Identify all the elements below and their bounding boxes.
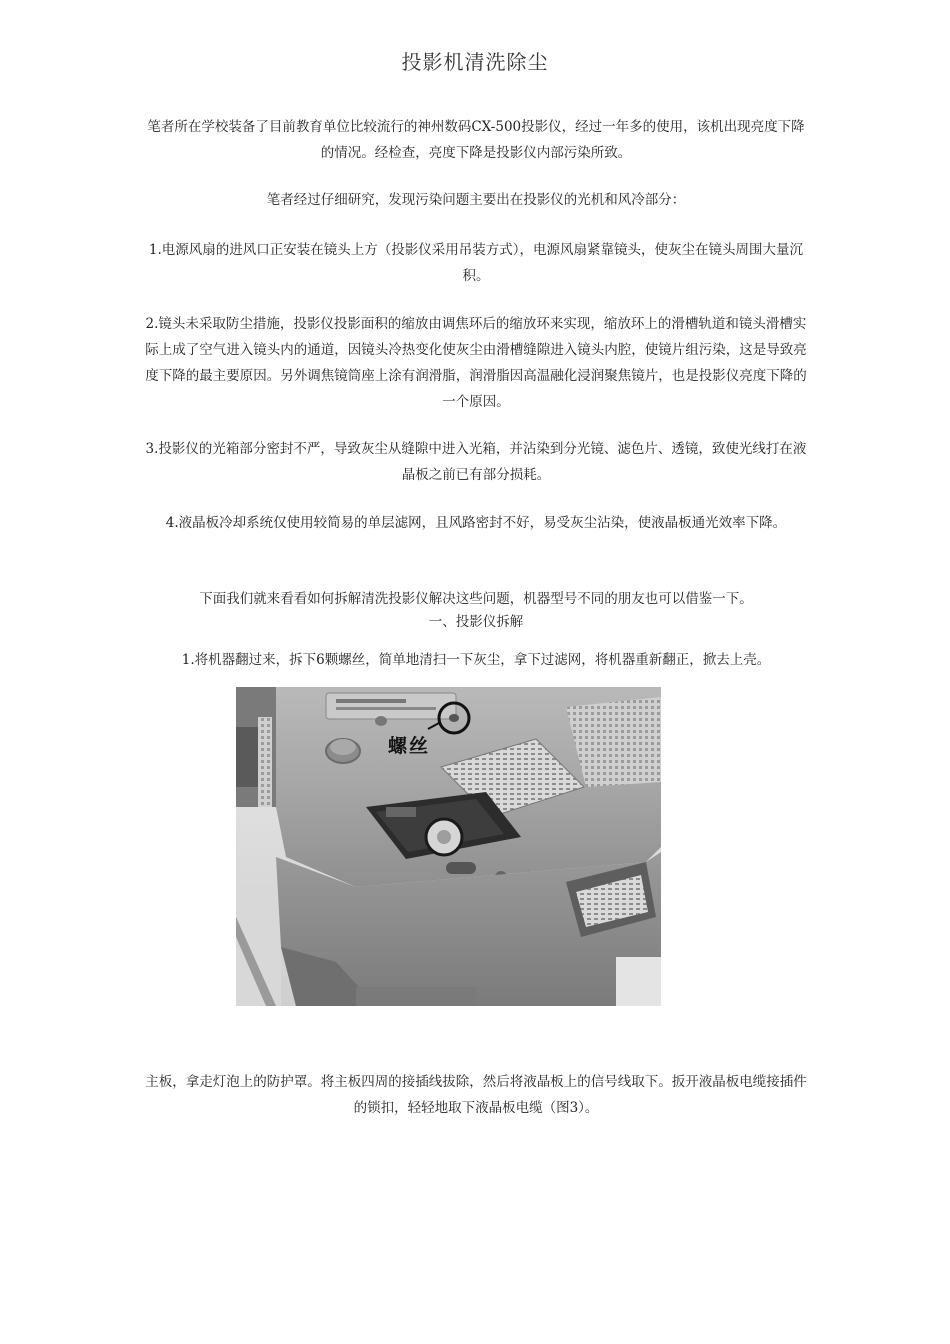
issue-3-paragraph: 3.投影仪的光箱部分密封不严，导致灰尘从缝隙中进入光箱，并沾染到分光镜、滤色片、透镜，致使光线打在液晶板之前已有部分损耗。 <box>145 441 807 483</box>
section-heading: 一、投影仪拆解 <box>428 614 524 630</box>
research-paragraph: 笔者经过仔细研究，发现污染问题主要出在投影仪的光机和风冷部分： <box>266 192 686 208</box>
transition-paragraph: 下面我们就来看看如何拆解清洗投影仪解决这些问题，机器型号不同的朋友也可以借鉴一下。 <box>199 591 753 607</box>
intro-paragraph: 笔者所在学校装备了目前教育单位比较流行的神州数码CX-500投影仪，经过一年多的使用，该机出现亮度下降的情况。经检查，亮度下降是投影仪内部污染所致。 <box>147 119 805 161</box>
step-1-paragraph: 1.将机器翻过来，拆下6颗螺丝，简单地清扫一下灰尘，拿下过滤网，将机器重新翻正，掀去上壳。 <box>181 652 771 668</box>
issue-2-paragraph: 2.镜头未采取防尘措施，投影仪投影面积的缩放由调焦环后的缩放环来实现，缩放环上的滑槽轨道和镜头滑槽实际上成了空气进入镜头内的通道，因镜头冷热变化使灰尘由滑槽缝隙进入镜头内腔，使镜片组污染，这是导致亮度下降的最主要原因。另外调焦镜筒座上涂有润滑脂，润滑脂因高温融化浸润聚焦镜片，也是投影仪亮度下降的一个原因。 <box>145 316 807 410</box>
projector-photo <box>236 687 661 1006</box>
mainboard-paragraph: 主板，拿走灯泡上的防护罩。将主板四周的接插线拔除，然后将液晶板上的信号线取下。扳开液晶板电缆接插件的锁扣，轻轻地取下液晶板电缆（图3）。 <box>145 1074 807 1116</box>
issue-4-paragraph: 4.液晶板冷却系统仅使用较简易的单层滤网，且风路密封不好，易受灰尘沾染，使液晶板通光效率下降。 <box>165 515 787 531</box>
screw-label: 螺丝 <box>388 735 431 757</box>
page-title: 投影机清洗除尘 <box>401 50 549 74</box>
issue-1-paragraph: 1.电源风扇的进风口正安装在镜头上方（投影仪采用吊装方式），电源风扇紧靠镜头，使灰尘在镜头周围大量沉积。 <box>148 242 804 284</box>
